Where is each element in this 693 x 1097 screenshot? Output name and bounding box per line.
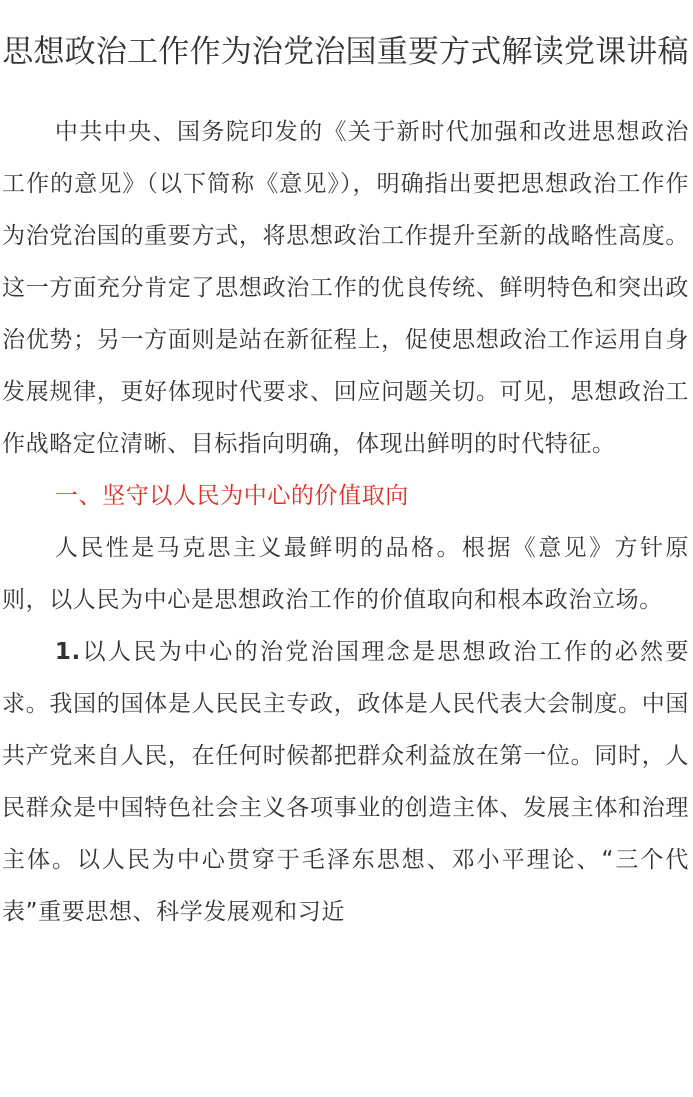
point-1-paragraph — [2, 626, 689, 938]
section-heading: 一、坚守以人民为中心的价值取向 — [54, 483, 409, 509]
document-title: 思想政治工作作为治党治国重要方式解读党课讲稿 — [2, 34, 689, 70]
intro-paragraph: 中共中央、国务院印发的《关于新时代加强和改进思想政治工作的意见》（以下简称《意见》），明确指出要把思想政治工作作为治党治国的重要方式，将思想政治工作提升至新的战略性高度。这一方面充分肯定了思想政治工作的优良传统、鲜明特色和突出政治优势；另一方面则是站在新征程上，促使思想政治工作运用自身发展规律，更好体现时代要求、回应问题关切。可见，思想政治工作战略定位清晰、目标指向明确，体现出鲜明的时代特征。 — [2, 119, 689, 457]
document-body — [2, 106, 689, 938]
section-paragraph: 人民性是马克思主义最鲜明的品格。根据《意见》方针原则，以人民为中心是思想政治工作的价值取向和根本政治立场。 — [2, 535, 689, 613]
point-1-text: 以人民为中心的治党治国理念是思想政治工作的必然要求。我国的国体是人民民主专政，政体是人民代表大会制度。中国共产党来自人民，在任何时候都把群众利益放在第一位。同时，人民群众是中国特色社会主义各项事业的创造主体、发展主体和治理主体。以人民为中心贯穿于毛泽东思想、邓小平理论、“三个代表”重要思想、科学发展观和习近 — [2, 639, 689, 925]
point-1-number: 1. — [54, 639, 81, 665]
